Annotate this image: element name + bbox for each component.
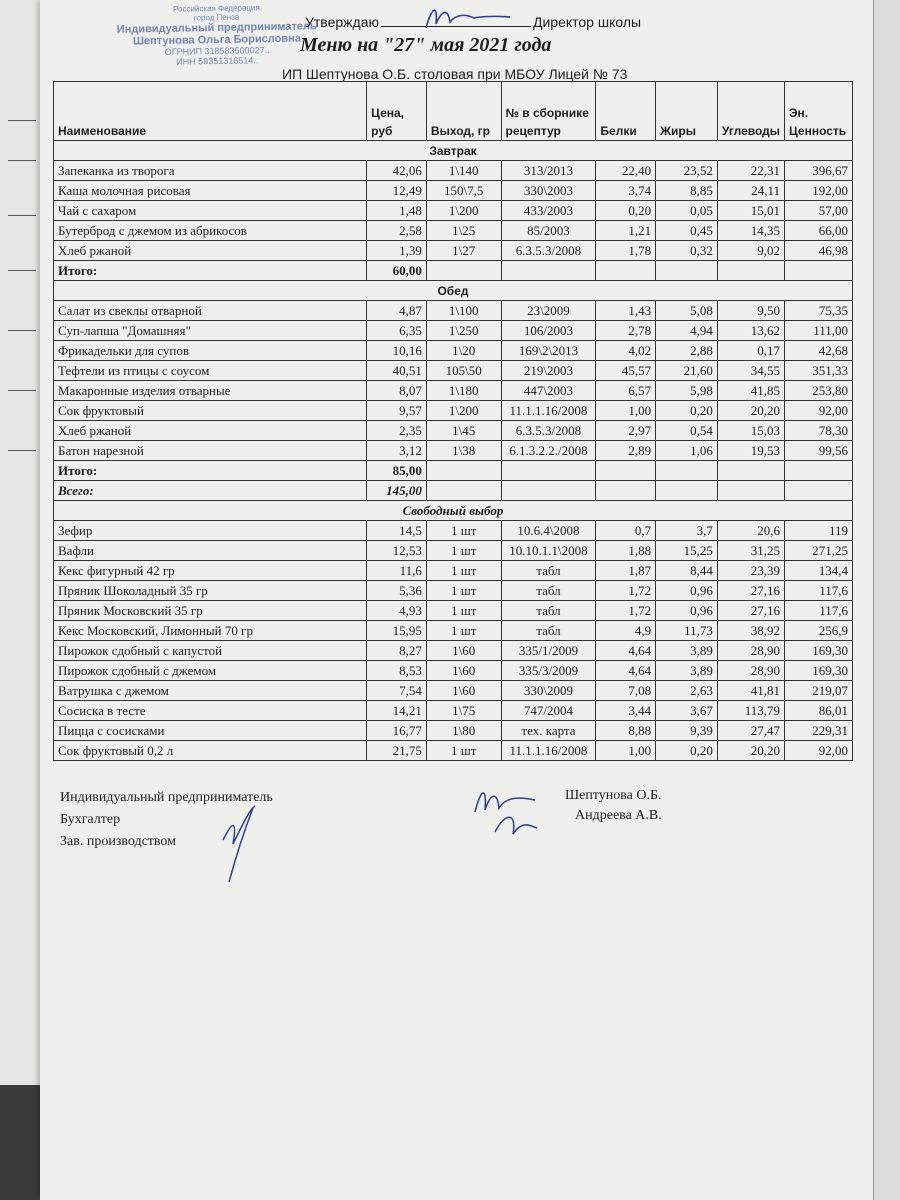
cell-carbs: 23,39: [717, 561, 784, 581]
cell-fat: 3,7: [656, 521, 718, 541]
cell-name: Пицца с сосисками: [54, 721, 367, 741]
section-title: Обед: [54, 281, 853, 301]
cell-energy: 78,30: [785, 421, 853, 441]
cell-fat: 3,67: [656, 701, 718, 721]
cell-protein: 4,64: [596, 641, 656, 661]
section-header-row: [54, 501, 853, 521]
col-name: Наименование: [54, 82, 367, 141]
cell-recipe: табл: [501, 621, 596, 641]
cell-recipe: табл: [501, 561, 596, 581]
cell-output: 1\80: [426, 721, 501, 741]
cell-price: 2,35: [367, 421, 427, 441]
cell-protein: 3,44: [596, 701, 656, 721]
cell-price: 16,77: [367, 721, 427, 741]
cell-protein: 0,7: [596, 521, 656, 541]
cell-carbs: 27,16: [717, 581, 784, 601]
table-row: [54, 701, 853, 721]
cell-fat: 0,54: [656, 421, 718, 441]
empty-cell: [717, 481, 784, 501]
cell-name: Сок фруктовый: [54, 401, 367, 421]
cell-recipe: 23\2009: [501, 301, 596, 321]
table-row: [54, 161, 853, 181]
cell-fat: 1,06: [656, 441, 718, 461]
empty-cell: [596, 481, 656, 501]
total-value: 60,00: [367, 261, 427, 281]
cell-price: 12,49: [367, 181, 427, 201]
cell-energy: 86,01: [785, 701, 853, 721]
cell-energy: 92,00: [785, 741, 853, 761]
cell-fat: 2,63: [656, 681, 718, 701]
table-row: [54, 621, 853, 641]
menu-table: [53, 81, 853, 761]
cell-recipe: 219\2003: [501, 361, 596, 381]
cell-recipe: 447\2003: [501, 381, 596, 401]
cell-energy: 253,80: [785, 381, 853, 401]
cell-recipe: табл: [501, 601, 596, 621]
cell-protein: 4,02: [596, 341, 656, 361]
stamp-line: Шептунова Ольга Борисловна: [132, 32, 302, 48]
cell-output: 1 шт: [426, 741, 501, 761]
cell-energy: 42,68: [785, 341, 853, 361]
stamp-line: ИНН 58351316514..: [176, 55, 259, 67]
empty-cell: [501, 481, 596, 501]
cell-output: 1\60: [426, 661, 501, 681]
cell-energy: 271,25: [785, 541, 853, 561]
cell-fat: 8,85: [656, 181, 718, 201]
total-label: Итого:: [54, 261, 367, 281]
cell-protein: 6,57: [596, 381, 656, 401]
cell-name: Вафли: [54, 541, 367, 561]
cell-output: 1 шт: [426, 601, 501, 621]
cell-energy: 119: [785, 521, 853, 541]
total-value: 145,00: [367, 481, 427, 501]
cell-fat: 11,73: [656, 621, 718, 641]
cell-energy: 396,67: [785, 161, 853, 181]
cell-fat: 0,45: [656, 221, 718, 241]
cell-carbs: 41,81: [717, 681, 784, 701]
empty-cell: [426, 461, 501, 481]
cell-output: 1\180: [426, 381, 501, 401]
cell-price: 14,21: [367, 701, 427, 721]
cell-protein: 3,74: [596, 181, 656, 201]
cell-energy: 256,9: [785, 621, 853, 641]
cell-energy: 117,6: [785, 601, 853, 621]
cell-name: Пирожок сдобный с капустой: [54, 641, 367, 661]
cell-output: 1\200: [426, 401, 501, 421]
cell-energy: 66,00: [785, 221, 853, 241]
cell-price: 11,6: [367, 561, 427, 581]
cell-protein: 1,78: [596, 241, 656, 261]
total-label: Всего:: [54, 481, 367, 501]
cell-energy: 134,4: [785, 561, 853, 581]
cell-name: Батон нарезной: [54, 441, 367, 461]
breakfast-total-row: [54, 261, 853, 281]
cell-protein: 45,57: [596, 361, 656, 381]
cell-price: 7,54: [367, 681, 427, 701]
cell-output: 1\200: [426, 201, 501, 221]
table-row: [54, 241, 853, 261]
cell-name: Пряник Шоколадный 35 гр: [54, 581, 367, 601]
approve-label: Утверждаю: [305, 14, 379, 30]
director-signature: [418, 2, 518, 32]
table-row: [54, 361, 853, 381]
cell-output: 1\75: [426, 701, 501, 721]
right-sheet-edge: [873, 0, 900, 1200]
table-row: [54, 441, 853, 461]
cell-protein: 1,72: [596, 581, 656, 601]
cell-name: Салат из свеклы отварной: [54, 301, 367, 321]
cell-output: 150\7,5: [426, 181, 501, 201]
cell-fat: 0,20: [656, 401, 718, 421]
table-row: [54, 541, 853, 561]
cell-output: 1\25: [426, 221, 501, 241]
cell-carbs: 14,35: [717, 221, 784, 241]
cell-fat: 5,08: [656, 301, 718, 321]
cell-energy: 75,35: [785, 301, 853, 321]
table-row: [54, 301, 853, 321]
table-row: [54, 401, 853, 421]
cell-price: 8,53: [367, 661, 427, 681]
cell-output: 1\140: [426, 161, 501, 181]
empty-cell: [501, 461, 596, 481]
table-row: [54, 741, 853, 761]
stamp-line: Индивидуальный предприниматель: [116, 20, 317, 36]
footer-entrepreneur-name: Шептунова О.Б.: [565, 788, 662, 803]
cell-price: 14,5: [367, 521, 427, 541]
table-row: [54, 721, 853, 741]
col-price: Цена, руб: [367, 82, 427, 141]
cell-price: 3,12: [367, 441, 427, 461]
cell-recipe: 747/2004: [501, 701, 596, 721]
background-corner: [0, 1085, 40, 1200]
cell-carbs: 28,90: [717, 641, 784, 661]
cell-fat: 3,89: [656, 661, 718, 681]
cell-recipe: 106/2003: [501, 321, 596, 341]
cell-energy: 92,00: [785, 401, 853, 421]
cell-name: Пряник Московский 35 гр: [54, 601, 367, 621]
cell-energy: 111,00: [785, 321, 853, 341]
cell-name: Сок фруктовый 0,2 л: [54, 741, 367, 761]
cell-energy: 219,07: [785, 681, 853, 701]
cell-fat: 2,88: [656, 341, 718, 361]
cell-price: 2,58: [367, 221, 427, 241]
lunch-total-row: [54, 461, 853, 481]
table-row: [54, 581, 853, 601]
cell-price: 8,27: [367, 641, 427, 661]
col-output: Выход, гр: [426, 82, 501, 141]
empty-cell: [656, 481, 718, 501]
cell-name: Суп-лапша "Домашняя": [54, 321, 367, 341]
cell-fat: 3,89: [656, 641, 718, 661]
cell-energy: 57,00: [785, 201, 853, 221]
cell-output: 1 шт: [426, 521, 501, 541]
cell-fat: 5,98: [656, 381, 718, 401]
table-row: [54, 181, 853, 201]
cell-protein: 8,88: [596, 721, 656, 741]
table-row: [54, 601, 853, 621]
cell-output: 1 шт: [426, 561, 501, 581]
cell-fat: 0,20: [656, 741, 718, 761]
cell-price: 15,95: [367, 621, 427, 641]
section-title: Завтрак: [54, 141, 853, 161]
cell-output: 1\27: [426, 241, 501, 261]
cell-name: Бутерброд с джемом из абрикосов: [54, 221, 367, 241]
col-fat: Жиры: [656, 82, 718, 141]
cell-carbs: 15,01: [717, 201, 784, 221]
footer-production: Зав. производством: [60, 834, 177, 849]
cell-fat: 9,39: [656, 721, 718, 741]
table-row: [54, 641, 853, 661]
empty-cell: [785, 481, 853, 501]
cell-recipe: 85/2003: [501, 221, 596, 241]
cell-energy: 351,33: [785, 361, 853, 381]
empty-cell: [656, 261, 718, 281]
cell-name: Тефтели из птицы с соусом: [54, 361, 367, 381]
page-title: Меню на "27" мая 2021 года: [300, 34, 552, 56]
cell-energy: 46,98: [785, 241, 853, 261]
empty-cell: [596, 261, 656, 281]
cell-output: 1\38: [426, 441, 501, 461]
cell-name: Кекс Московский, Лимонный 70 гр: [54, 621, 367, 641]
cell-name: Пирожок сдобный с джемом: [54, 661, 367, 681]
empty-cell: [717, 461, 784, 481]
col-carbs: Углеводы: [717, 82, 784, 141]
section-title: Свободный выбор: [54, 501, 853, 521]
cell-protein: 1,00: [596, 741, 656, 761]
cell-name: Чай с сахаром: [54, 201, 367, 221]
empty-cell: [785, 461, 853, 481]
cell-name: Ватрушка с джемом: [54, 681, 367, 701]
table-row: [54, 661, 853, 681]
cell-output: 1 шт: [426, 621, 501, 641]
empty-cell: [785, 261, 853, 281]
cell-output: 1\45: [426, 421, 501, 441]
stamp-line: Российская Федерация: [172, 3, 260, 14]
table-row: [54, 341, 853, 361]
empty-cell: [596, 461, 656, 481]
cell-protein: 1,00: [596, 401, 656, 421]
cell-protein: 7,08: [596, 681, 656, 701]
cell-energy: 229,31: [785, 721, 853, 741]
cell-protein: 1,21: [596, 221, 656, 241]
cell-price: 12,53: [367, 541, 427, 561]
cell-protein: 4,9: [596, 621, 656, 641]
cell-recipe: 330\2003: [501, 181, 596, 201]
total-value: 85,00: [367, 461, 427, 481]
empty-cell: [426, 261, 501, 281]
cell-recipe: 433/2003: [501, 201, 596, 221]
cell-name: Каша молочная рисовая: [54, 181, 367, 201]
cell-recipe: 330\2009: [501, 681, 596, 701]
table-row: [54, 521, 853, 541]
cell-price: 5,36: [367, 581, 427, 601]
cell-recipe: 6.3.5.3/2008: [501, 421, 596, 441]
cell-fat: 4,94: [656, 321, 718, 341]
cell-fat: 0,32: [656, 241, 718, 261]
cell-name: Запеканка из творога: [54, 161, 367, 181]
section-header-row: [54, 281, 853, 301]
cell-carbs: 31,25: [717, 541, 784, 561]
cell-recipe: 11.1.1.16/2008: [501, 741, 596, 761]
table-row: [54, 221, 853, 241]
table-row: [54, 421, 853, 441]
col-energy: Эн. Ценность: [785, 82, 853, 141]
cell-name: Сосиска в тесте: [54, 701, 367, 721]
cell-name: Макаронные изделия отварные: [54, 381, 367, 401]
cell-fat: 8,44: [656, 561, 718, 581]
cell-fat: 21,60: [656, 361, 718, 381]
entrepreneur-signature: [465, 782, 555, 844]
cell-carbs: 27,16: [717, 601, 784, 621]
table-row: [54, 681, 853, 701]
cell-carbs: 15,03: [717, 421, 784, 441]
cell-carbs: 19,53: [717, 441, 784, 461]
cell-output: 1\20: [426, 341, 501, 361]
cell-recipe: табл: [501, 581, 596, 601]
page-subtitle: ИП Шептунова О.Б. столовая при МБОУ Лицей № 73: [282, 66, 628, 82]
cell-protein: 22,40: [596, 161, 656, 181]
cell-price: 10,16: [367, 341, 427, 361]
cell-output: 1 шт: [426, 581, 501, 601]
cell-energy: 117,6: [785, 581, 853, 601]
footer-entrepreneur: Индивидуальный предприниматель: [60, 790, 273, 805]
cell-output: 1\60: [426, 641, 501, 661]
cell-price: 21,75: [367, 741, 427, 761]
cell-recipe: 335/3/2009: [501, 661, 596, 681]
empty-cell: [717, 261, 784, 281]
cell-price: 4,87: [367, 301, 427, 321]
cell-carbs: 9,02: [717, 241, 784, 261]
cell-output: 1\60: [426, 681, 501, 701]
cell-recipe: 6.1.3.2.2./2008: [501, 441, 596, 461]
cell-recipe: 11.1.1.16/2008: [501, 401, 596, 421]
empty-cell: [501, 261, 596, 281]
stamp-line: ОГРНИП 318583500027..: [164, 45, 270, 57]
empty-cell: [426, 481, 501, 501]
table-row: [54, 381, 853, 401]
col-recipe: № в сборнике рецептур: [501, 82, 596, 141]
cell-price: 42,06: [367, 161, 427, 181]
section-header-row: [54, 141, 853, 161]
cell-output: 1\100: [426, 301, 501, 321]
cell-energy: 169,30: [785, 661, 853, 681]
cell-carbs: 0,17: [717, 341, 784, 361]
cell-fat: 0,05: [656, 201, 718, 221]
table-row: [54, 321, 853, 341]
stamp-line: город Пенза: [193, 12, 240, 23]
table-row: [54, 201, 853, 221]
cell-price: 1,48: [367, 201, 427, 221]
cell-price: 4,93: [367, 601, 427, 621]
cell-output: 105\50: [426, 361, 501, 381]
cell-price: 6,35: [367, 321, 427, 341]
underlying-sheet: [0, 0, 42, 1200]
cell-carbs: 24,11: [717, 181, 784, 201]
cell-protein: 2,89: [596, 441, 656, 461]
cell-carbs: 34,55: [717, 361, 784, 381]
cell-recipe: 6.3.5.3/2008: [501, 241, 596, 261]
cell-fat: 0,96: [656, 581, 718, 601]
cell-protein: 0,20: [596, 201, 656, 221]
cell-output: 1 шт: [426, 541, 501, 561]
table-header-row: [54, 82, 853, 141]
cell-energy: 99,56: [785, 441, 853, 461]
empty-cell: [656, 461, 718, 481]
cell-carbs: 20,20: [717, 741, 784, 761]
cell-price: 40,51: [367, 361, 427, 381]
cell-carbs: 13,62: [717, 321, 784, 341]
cell-carbs: 28,90: [717, 661, 784, 681]
cell-name: Кекс фигурный 42 гр: [54, 561, 367, 581]
cell-recipe: 169\2\2013: [501, 341, 596, 361]
cell-energy: 192,00: [785, 181, 853, 201]
cell-protein: 1,87: [596, 561, 656, 581]
cell-name: Хлеб ржаной: [54, 421, 367, 441]
cell-carbs: 9,50: [717, 301, 784, 321]
cell-recipe: 10.6.4\2008: [501, 521, 596, 541]
cell-recipe: 313/2013: [501, 161, 596, 181]
cell-protein: 1,43: [596, 301, 656, 321]
cell-energy: 169,30: [785, 641, 853, 661]
cell-price: 8,07: [367, 381, 427, 401]
cell-protein: 1,88: [596, 541, 656, 561]
cell-protein: 2,97: [596, 421, 656, 441]
cell-fat: 23,52: [656, 161, 718, 181]
cell-protein: 2,78: [596, 321, 656, 341]
cell-carbs: 27,47: [717, 721, 784, 741]
table-row: [54, 561, 853, 581]
cell-output: 1\250: [426, 321, 501, 341]
total-label: Итого:: [54, 461, 367, 481]
cell-carbs: 113,79: [717, 701, 784, 721]
director-label: Директор школы: [532, 14, 642, 30]
cell-carbs: 20,20: [717, 401, 784, 421]
cell-name: Фрикадельки для супов: [54, 341, 367, 361]
cell-protein: 4,64: [596, 661, 656, 681]
cell-fat: 15,25: [656, 541, 718, 561]
cell-carbs: 22,31: [717, 161, 784, 181]
cell-name: Зефир: [54, 521, 367, 541]
production-signature: [215, 800, 275, 885]
col-protein: Белки: [596, 82, 656, 141]
cell-fat: 0,96: [656, 601, 718, 621]
cell-price: 9,57: [367, 401, 427, 421]
footer-accountant: Бухгалтер: [60, 812, 121, 827]
cell-name: Хлеб ржаной: [54, 241, 367, 261]
cell-carbs: 20,6: [717, 521, 784, 541]
cell-protein: 1,72: [596, 601, 656, 621]
cell-recipe: тех. карта: [501, 721, 596, 741]
cell-carbs: 38,92: [717, 621, 784, 641]
cell-carbs: 41,85: [717, 381, 784, 401]
cell-recipe: 335/1/2009: [501, 641, 596, 661]
grand-total-row: [54, 481, 853, 501]
footer-accountant-name: Андреева А.В.: [575, 808, 662, 823]
cell-price: 1,39: [367, 241, 427, 261]
cell-recipe: 10.10.1.1\2008: [501, 541, 596, 561]
